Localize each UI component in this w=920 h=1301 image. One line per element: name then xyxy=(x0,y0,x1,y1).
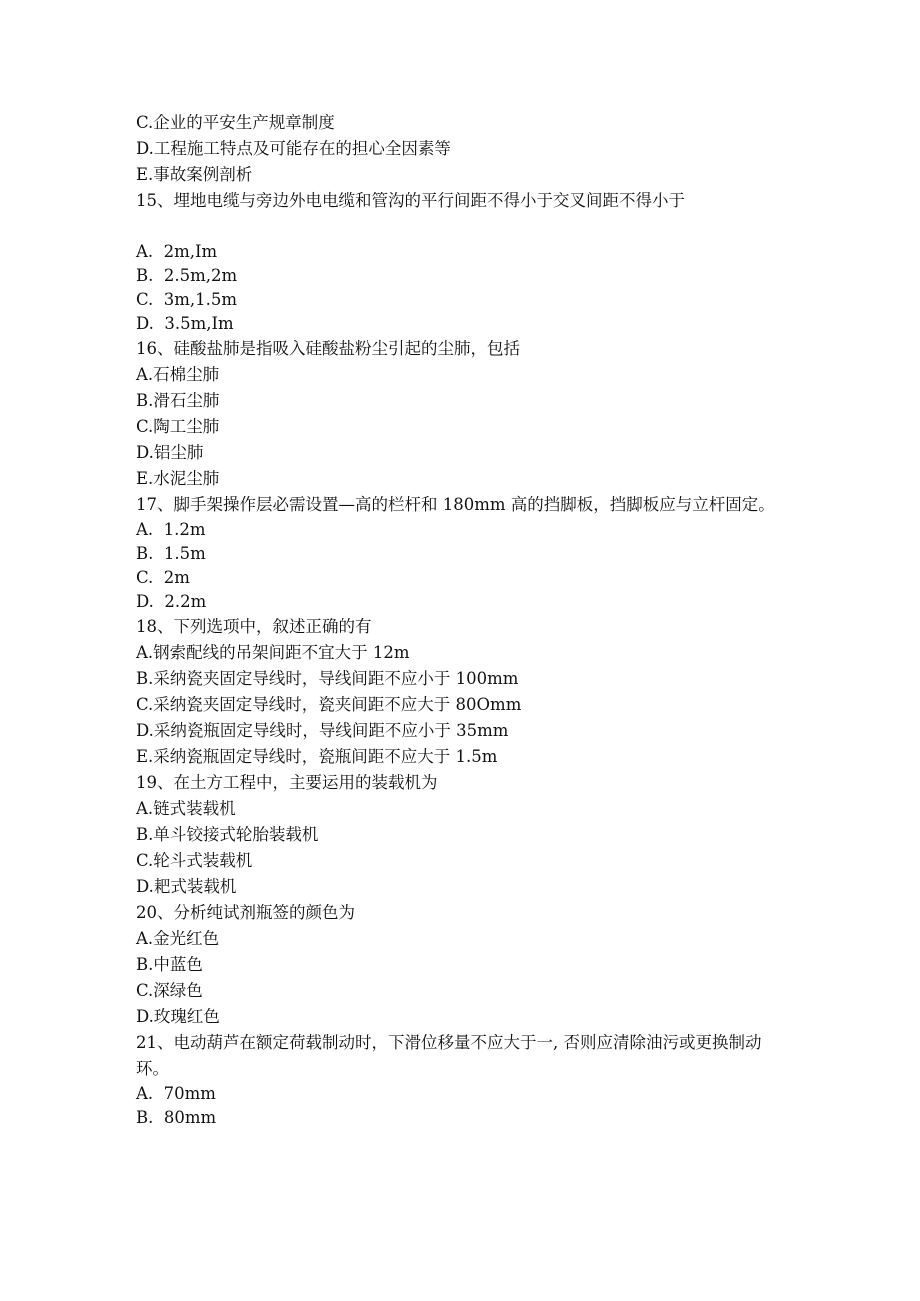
option-line: D.玫瑰红色 xyxy=(136,1007,220,1026)
question-stem: 16、硅酸盐肺是指吸入硅酸盐粉尘引起的尘肺，包括 xyxy=(136,339,520,358)
option-line: B. 1.5m xyxy=(136,544,206,563)
question-stem: 15、埋地电缆与旁边外电电缆和管沟的平行间距不得小于交叉间距不得小于 xyxy=(136,191,685,210)
option-line: B. 2.5m,2m xyxy=(136,266,238,285)
option-line: B.采纳瓷夹固定导线时，导线间距不应小于 100mm xyxy=(136,669,519,688)
question-stem: 18、下列选项中，叙述正确的有 xyxy=(136,617,372,636)
option-line: C.轮斗式装载机 xyxy=(136,851,253,870)
option-line: B.滑石尘肺 xyxy=(136,391,220,410)
question-stem: 20、分析纯试剂瓶签的颜色为 xyxy=(136,903,355,922)
option-line: D. 2.2m xyxy=(136,592,207,611)
option-line: A.金光红色 xyxy=(136,929,220,948)
option-line: C.企业的平安生产规章制度 xyxy=(136,113,335,132)
option-line: D.铝尘肺 xyxy=(136,443,204,462)
option-line: B.单斗铰接式轮胎装载机 xyxy=(136,825,319,844)
option-line: D.采纳瓷瓶固定导线时，导线间距不应小于 35mm xyxy=(136,721,509,740)
option-line: D.工程施工特点及可能存在的担心全因素等 xyxy=(136,139,451,158)
option-line: E.水泥尘肺 xyxy=(136,469,220,488)
option-line: A. 70mm xyxy=(136,1084,216,1103)
option-line: A.石棉尘肺 xyxy=(136,365,220,384)
question-stem: 19、在土方工程中，主要运用的装载机为 xyxy=(136,773,438,792)
option-line: A. 2m,Im xyxy=(136,242,218,261)
option-line: B.中蓝色 xyxy=(136,955,203,974)
option-line: E.采纳瓷瓶固定导线时，瓷瓶间距不应大于 1.5m xyxy=(136,747,498,766)
option-line: C. 3m,1.5m xyxy=(136,290,238,309)
document-body xyxy=(136,110,786,1130)
question-stem: 17、脚手架操作层必需设置—高的栏杆和 180mm 高的挡脚板，挡脚板应与立杆固定。 xyxy=(136,495,775,514)
option-line: C.采纳瓷夹固定导线时，瓷夹间距不应大于 80Omm xyxy=(136,695,522,714)
option-line: C.深绿色 xyxy=(136,981,203,1000)
option-line: A.钢索配线的吊架间距不宜大于 12m xyxy=(136,643,410,662)
option-line: A. 1.2m xyxy=(136,520,206,539)
blank-line xyxy=(136,214,786,240)
option-line: E.事故案例剖析 xyxy=(136,165,253,184)
option-line: B. 80mm xyxy=(136,1108,217,1127)
option-line: C.陶工尘肺 xyxy=(136,417,220,436)
option-line: A.链式装载机 xyxy=(136,799,236,818)
option-line: D.耙式装载机 xyxy=(136,877,237,896)
option-line: C. 2m xyxy=(136,568,190,587)
option-line: D. 3.5m,Im xyxy=(136,314,234,333)
question-stem: 21、电动葫芦在额定荷载制动时，下滑位移量不应大于一, 否则应清除油污或更换制动环。 xyxy=(136,1033,762,1078)
